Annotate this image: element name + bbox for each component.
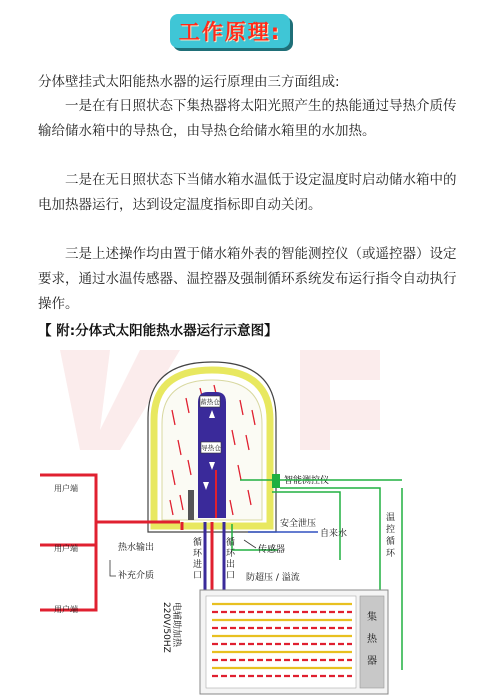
temp-loop-label-2: 控 xyxy=(386,525,396,535)
title-badge xyxy=(170,14,290,48)
sensor-label: 传感器 xyxy=(258,545,286,555)
paragraph-2: 二是在无日照状态下当储水箱水温低于设定温度时启动储水箱中的电加热器运行，达到设定温度指标即自动关闭。 xyxy=(38,172,457,213)
loop-in-label-2: 环 xyxy=(193,549,203,559)
smart-controller xyxy=(272,474,280,488)
loop-in-label-4: 口 xyxy=(193,571,203,581)
safety-relief-label: 安全泄压 xyxy=(280,519,317,529)
intro-paragraph: 分体壁挂式太阳能热水器的运行原理由三方面组成: xyxy=(38,74,340,90)
collector-label-3: 器 xyxy=(367,656,377,667)
heat-chamber-label: 导热仓 xyxy=(201,444,221,452)
loop-out-label-3: 出 xyxy=(226,560,236,570)
refill-medium-label: 补充介质 xyxy=(118,571,155,581)
solar-collector xyxy=(200,590,388,694)
diagram-caption: 【 附:分体式太阳能热水器运行示意图】 xyxy=(38,323,278,339)
collector-label-1: 集 xyxy=(367,612,377,623)
system-diagram xyxy=(0,340,492,700)
loop-out-label-4: 口 xyxy=(226,571,236,581)
tap-water-label: 自来水 xyxy=(320,529,348,539)
user-end-label-2: 用户端 xyxy=(54,544,78,553)
loop-out-label-1: 循 xyxy=(226,538,236,548)
temp-loop-label-1: 温 xyxy=(386,513,396,523)
loop-out-label-2: 环 xyxy=(226,549,236,559)
user-end-label-3: 用户端 xyxy=(54,605,78,614)
aux-heating-label: 电辅助加热 xyxy=(171,602,181,648)
temp-loop-label-4: 环 xyxy=(386,549,396,559)
voltage-label: 220V/50HZ xyxy=(161,602,171,653)
loop-in-label-3: 进 xyxy=(193,560,203,570)
page-title: 工作原理: xyxy=(178,20,282,44)
user-end-label-1: 用户端 xyxy=(54,484,78,493)
paragraph-1: 一是在有日照状态下集热器将太阳光照产生的热能通过导热介质传输给储水箱中的导热仓，由导热仓给储水箱里的水加热。 xyxy=(38,98,457,139)
storage-tank xyxy=(148,362,276,532)
hot-water-out-label: 热水输出 xyxy=(118,543,155,553)
collector-label-2: 热 xyxy=(367,634,377,645)
storage-chamber-label: 蓄热仓 xyxy=(200,398,220,406)
temp-loop-label-3: 循 xyxy=(386,537,396,547)
paragraph-3: 三是上述操作均由置于储水箱外表的智能测控仪（或遥控器）设定要求，通过水温传感器、温控器及强制循环系统发布运行指令自动执行操作。 xyxy=(38,246,457,312)
overpressure-label: 防超压 / 溢流 xyxy=(246,573,300,583)
smart-controller-label: 智能测控仪 xyxy=(284,476,330,486)
loop-in-label-1: 循 xyxy=(193,538,203,548)
